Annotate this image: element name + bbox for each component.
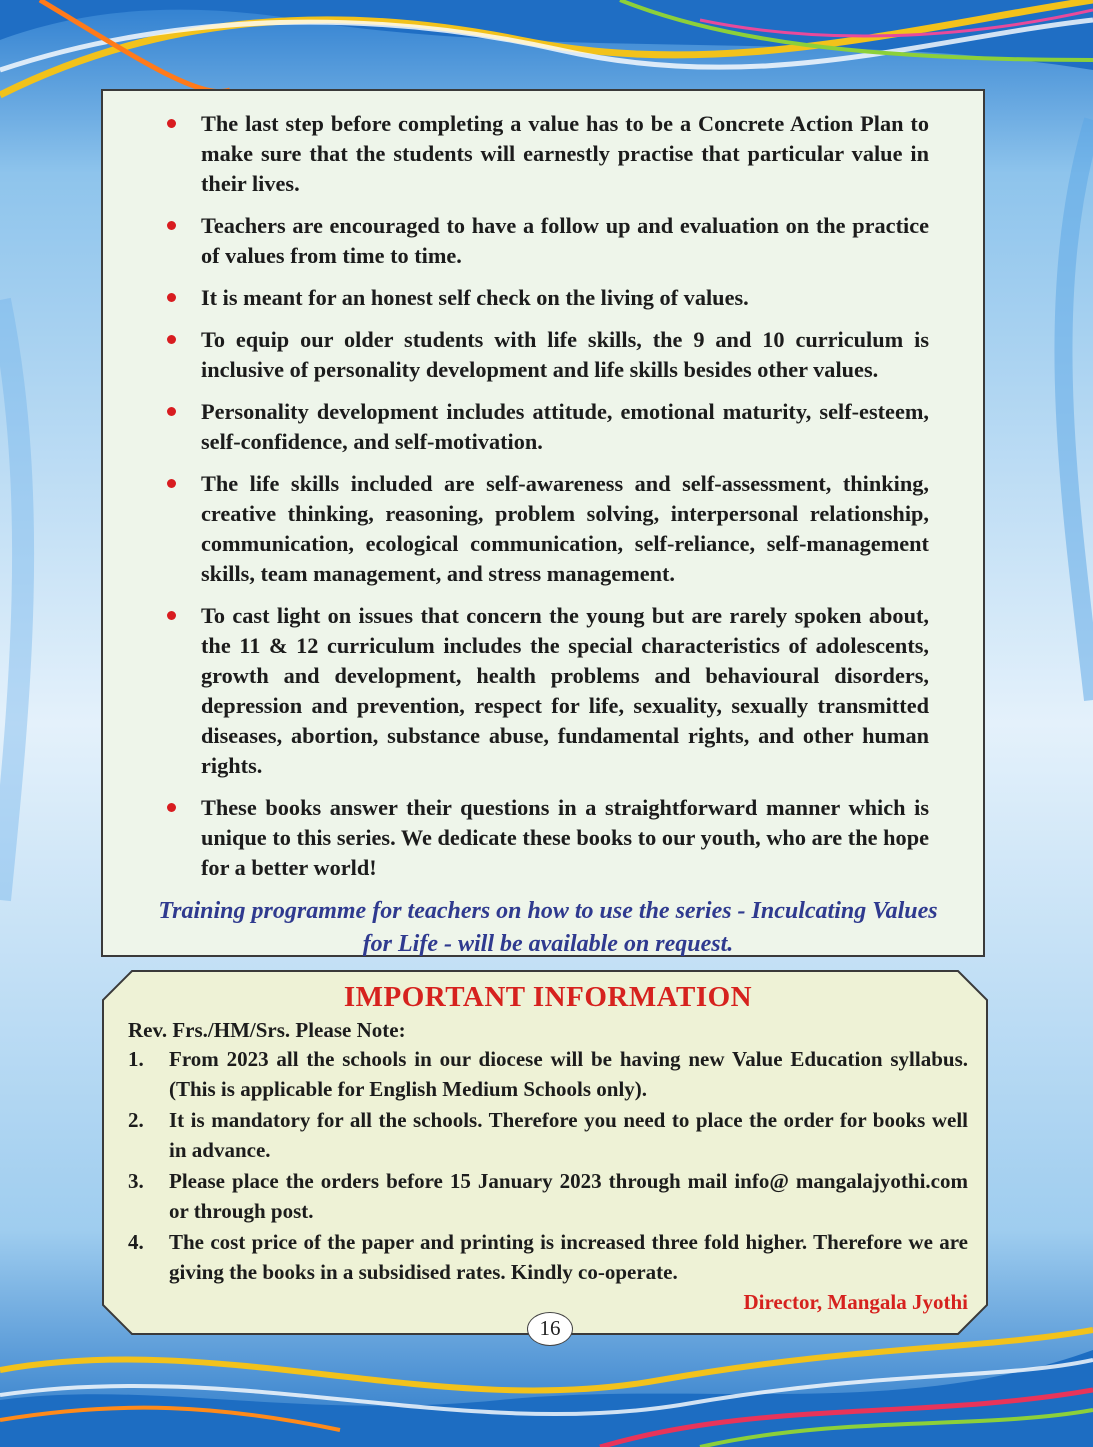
bullet-item: Teachers are encouraged to have a follow up and evaluation on the practice of values from time to time. (167, 211, 929, 271)
bullet-item: Personality development includes attitude, emotional maturity, self-esteem, self-confidence, and self-motivation. (167, 397, 929, 457)
bullet-item: The last step before completing a value has to be a Concrete Action Plan to make sure that the students will earnestly practise that particular value in their lives. (167, 109, 929, 199)
bullet-item: It is meant for an honest self check on the living of values. (167, 283, 929, 313)
info-item-number: 3. (128, 1169, 144, 1193)
info-item: 2. It is mandatory for all the schools. Therefore you need to place the order for books well in advance. (128, 1108, 968, 1162)
bullet-item: To equip our older students with life skills, the 9 and 10 curriculum is inclusive of personality development and life skills besides other values. (167, 325, 929, 385)
bullet-dot-icon (167, 611, 176, 620)
info-item: 3. Please place the orders before 15 January 2023 through mail info@ mangalajyothi.com or through post. (128, 1169, 968, 1223)
info-item-number: 1. (128, 1047, 144, 1071)
bullet-dot-icon (167, 119, 176, 128)
training-note: Training programme for teachers on how to use the series - Inculcating Values for Life - will be available on request. (158, 898, 938, 957)
bullet-dot-icon (167, 479, 176, 488)
bullet-item: The life skills included are self-awareness and self-assessment, thinking, creative thinking, reasoning, problem solving, interpersonal relationship, communication, ecological communication, self-reliance, self-management skills, team management, and stress management. (167, 469, 929, 589)
values-notes-box (101, 89, 985, 957)
info-intro: Rev. Frs./HM/Srs. Please Note: (128, 1018, 406, 1042)
info-item-number: 4. (128, 1230, 144, 1254)
bullet-dot-icon (167, 407, 176, 416)
bullet-item: These books answer their questions in a straightforward manner which is unique to this series. We dedicate these books to our youth, who are the hope for a better world! (167, 793, 929, 883)
info-list (128, 1045, 968, 1287)
bullet-dot-icon (167, 335, 176, 344)
signature: Director, Mangala Jyothi (743, 1290, 968, 1314)
important-information-box (102, 970, 988, 1335)
info-item: 1. From 2023 all the schools in our diocese will be having new Value Education syllabus. (This is applicable for English Medium Schools only). (128, 1047, 968, 1101)
info-item: 4. The cost price of the paper and printing is increased three fold higher. Therefore we are giving the books in a subsidised rates. Kindly co-operate. (128, 1230, 968, 1284)
bullet-dot-icon (167, 803, 176, 812)
page-number: 16 (527, 1312, 573, 1346)
bullet-dot-icon (167, 221, 176, 230)
bullet-item: To cast light on issues that concern the young but are rarely spoken about, the 11 & 12 curriculum includes the special characteristics of adolescents, growth and development, health problems and behavioural disorders, depression and prevention, respect for life, sexuality, sexually transmitted diseases, abortion, substance abuse, fundamental rights, and other human rights. (167, 601, 929, 781)
bullet-dot-icon (167, 293, 176, 302)
values-bullet-list (167, 109, 929, 883)
info-item-number: 2. (128, 1108, 144, 1132)
info-title: IMPORTANT INFORMATION (343, 981, 753, 1013)
